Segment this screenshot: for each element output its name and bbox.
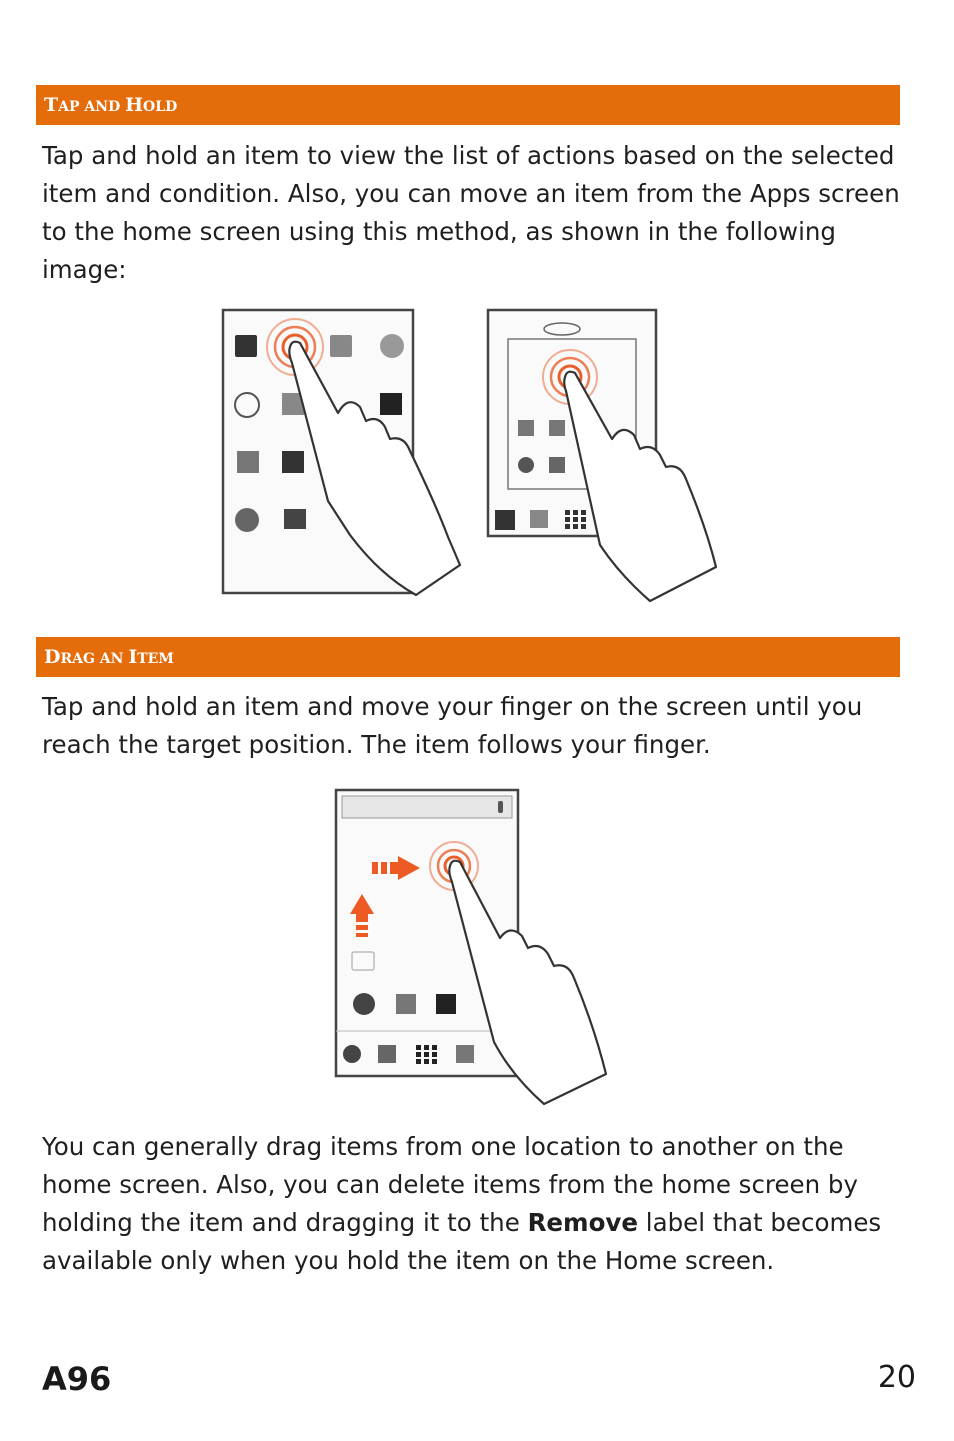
heading-text: TEM — [137, 651, 174, 667]
heading-text: OLD — [143, 99, 178, 115]
closing-text: label that becomes available only when you hold the item on the Home screen. — [42, 1208, 882, 1275]
search-bar — [342, 796, 512, 818]
heading-letter: T — [44, 94, 59, 116]
heading-text: RAG AN — [60, 651, 129, 667]
page-number: 20 — [877, 1360, 916, 1395]
tap-and-hold-paragraph: Tap and hold an item to view the list of actions based on the selected item and condition. Also, you can move an item from the Apps screen to the home screen using this method, as shown in the following image: — [42, 141, 900, 284]
remove-label: Remove — [527, 1208, 638, 1237]
drag-an-item-paragraph: Tap and hold an item and move your finger on the screen until you reach the target position. The item follows your finger. — [42, 692, 863, 759]
microphone-icon — [498, 801, 503, 813]
section-heading-drag-an-item — [36, 637, 900, 677]
device-model: A96 — [42, 1360, 112, 1398]
tap-and-hold-illustration — [220, 305, 720, 605]
section-heading-tap-and-hold — [36, 85, 900, 125]
closing-paragraph — [42, 1128, 902, 1280]
heading-text: AP AND — [58, 99, 126, 115]
heading-letter: H — [125, 94, 144, 116]
heading-letter: I — [128, 646, 138, 668]
heading-letter: D — [44, 646, 61, 668]
drag-item-illustration — [332, 786, 622, 1108]
closing-text: You can generally drag items from one location to another on the home screen. Also, you can delete items from the home screen by holding the item and dragging it to the — [42, 1132, 858, 1237]
